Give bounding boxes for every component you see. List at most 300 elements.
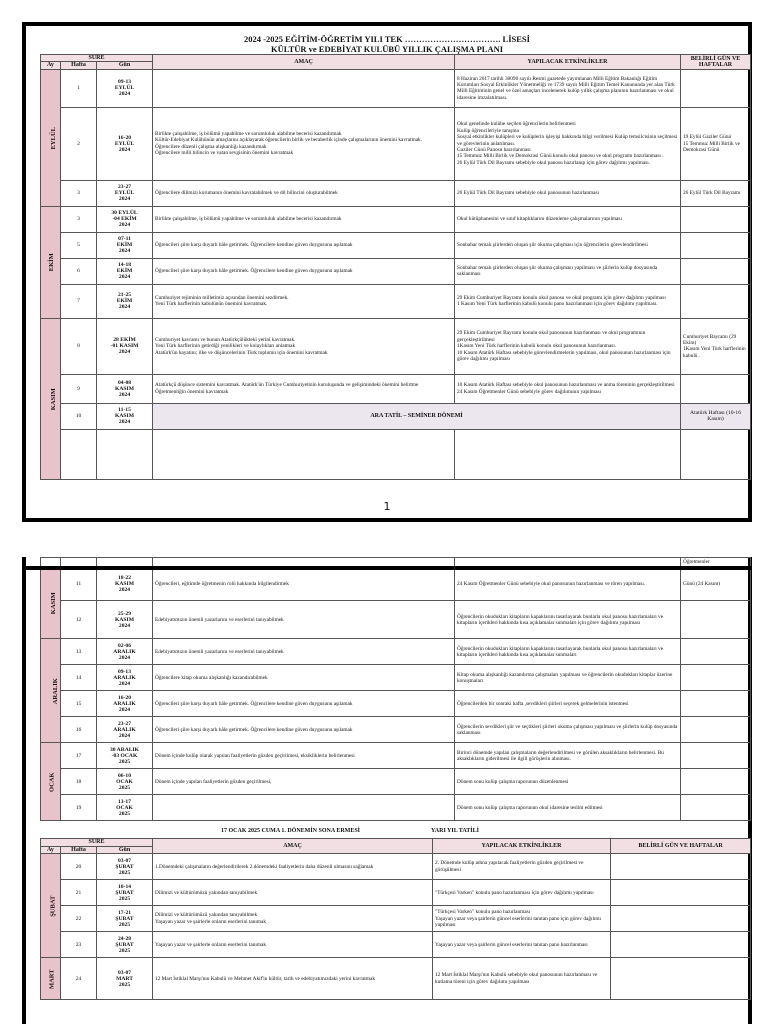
- text-line: EYLÜL: [114, 140, 135, 147]
- activity-cell: [455, 717, 681, 743]
- text-line: Okul kütüphanesini ve sınıf kitaplıklarını düzenleme çalışmalarının yapılması: [457, 216, 622, 223]
- text-line: "Türkçesi Varken" konulu pano hazırlanması için görev dağılımı yapılması: [435, 889, 594, 896]
- text-line: Gaziler Günü Panosu hazırlanması: [457, 147, 531, 154]
- text-line: 04-08: [117, 379, 132, 386]
- date-cell: [97, 567, 153, 601]
- text-line: Öğrencileri şiire karşı duyarlı hâle getirmek. Öğrencilere kendine güven duygusunu aşılamak: [155, 268, 353, 275]
- text-line: Öğrencilerin okudukları kitapların kapaklarını tasarlayarak bunlarla okul panosu hazırlamaları ve kitapların içerikleri hakkında kısa açıklamalar sunmaları: [457, 645, 664, 658]
- table-row: [41, 743, 751, 769]
- special-day-cell: [611, 854, 751, 880]
- date-cell: [97, 232, 153, 258]
- text-line: 19 Eylül Gaziler Günü: [683, 134, 732, 141]
- text-line: 1Kasım Yeni Türk harflerinin kabulü konulu okul panosunun hazırlanması.: [457, 343, 617, 350]
- text-line: Dönem içinde yapılan faaliyetlerin gözden geçirilmesi,: [155, 778, 272, 785]
- hafta-header: Hafta: [61, 62, 97, 69]
- text-line: 10-14: [117, 883, 132, 890]
- week-cell: 12: [61, 601, 97, 639]
- date-cell: [97, 795, 153, 821]
- date-cell: [97, 107, 153, 180]
- text-line: 28 EKİM: [113, 337, 136, 344]
- text-line: 09-13: [117, 668, 132, 675]
- text-line: Sosyal etkinlikler kulüpleri ve kulüplerin işleyişi hakkında bilgi verilmesi Kulüp temsilcisinin seçilmesi ve görevlerinin anlatılması.: [457, 134, 678, 147]
- activity-cell: [455, 318, 681, 374]
- date-cell: [97, 932, 153, 958]
- activity-cell: [455, 107, 681, 180]
- text-line: Birinci dönemde yapılan çalışmaların değerlendirilmesi ve görülen aksaklıkların belirlenmesi. Bu aksaklıkların giderilmesi ile ilgili görüşlerin alınması.: [457, 749, 664, 762]
- text-line: KASIM: [115, 616, 134, 623]
- text-line: 03-07: [117, 969, 132, 976]
- aim-cell: [153, 958, 433, 1000]
- text-line: 12 Mart İstiklal Marşı'nın Kabulü sebebiyle okul panosunun hazırlanması ve kutlama töreni için görev dağılımı yapılması: [435, 972, 598, 985]
- text-line: Dönem sonu kulüp çalışma raporunun düzenlenmesi: [457, 778, 569, 785]
- text-line: 29 Ekim Cumhuriyet Bayramı konulu okul panosunun hazırlanması ve okul programının gerçekleştirilmesi: [457, 330, 646, 343]
- page-number: 1: [383, 500, 391, 513]
- text-line: EYLÜL: [114, 85, 135, 92]
- text-line: Kitap okuma alışkanlığı kazandırma çalışmaları yapılması ve öğrencilerin okudukları kitaplar üzerine konuşmaları: [457, 671, 673, 684]
- week-cell: 10: [61, 403, 97, 429]
- special-day-cell: [681, 665, 751, 691]
- empty-cell: [681, 429, 751, 479]
- special-day-cell: [611, 958, 751, 1000]
- aim-cell: [153, 880, 433, 906]
- text-line: 2024: [118, 304, 131, 311]
- text-line: 07-11: [118, 236, 131, 243]
- gun-header-2: Gün: [97, 846, 153, 853]
- table-row: [41, 880, 751, 906]
- activity-cell: [433, 854, 611, 880]
- week-cell: 5: [61, 232, 97, 258]
- month-label: MART: [48, 968, 56, 989]
- gun-header: Gün: [97, 62, 153, 69]
- text-line: Öğrencileri şiire karşı duyarlı hâle getirmek. Öğrencilere kendine güven duygusunu aşılamak: [155, 726, 353, 733]
- text-line: Cumhuriyet kavramı ve bunun Atatürkçülükteki yerini kavratmak.: [155, 336, 296, 343]
- text-line: Atatürkçü düşünce sistemini kavratmak. Atatürk'ün Türkiye Cumhuriyetinin kuruluşunda ve gelişimindeki önemini belirtme: [155, 382, 419, 389]
- text-line: 2024: [118, 196, 131, 203]
- month-cell: [41, 958, 61, 1000]
- activity-cell: [455, 769, 681, 795]
- text-line: Yaşayan yazar veya şairlerin güncel eserlerini tanıtan pano hazırlanması: [435, 941, 588, 948]
- date-cell: [97, 691, 153, 717]
- text-line: 30 ARALIK: [109, 746, 140, 753]
- date-cell: [97, 639, 153, 665]
- special-day-cell: [681, 318, 751, 374]
- text-line: ARALIK: [113, 648, 136, 655]
- sure-header-2: SÜRE: [41, 839, 153, 846]
- activity-cell: [455, 795, 681, 821]
- text-line: 2025: [118, 784, 131, 791]
- text-line: 2025: [118, 810, 131, 817]
- date-cell: [97, 180, 153, 206]
- text-line: 2025: [118, 869, 131, 876]
- week-cell: 7: [61, 284, 97, 318]
- week-cell: 22: [61, 906, 97, 932]
- text-line: 23-27: [117, 720, 132, 727]
- text-line: 24-28: [117, 935, 132, 942]
- text-line: EKİM: [116, 298, 133, 305]
- aim-cell: [153, 232, 455, 258]
- activity-cell: [455, 284, 681, 318]
- text-line: Öğrencilere kitap okuma alışkanlığı kazandırabilmek: [155, 674, 268, 681]
- text-line: 2024: [118, 706, 131, 713]
- ay-header-2: Ay: [41, 846, 61, 853]
- text-line: EKİM: [116, 242, 133, 249]
- text-line: Kulüp öğrencileriyle tanışma: [457, 127, 519, 134]
- text-line: 8 Haziran 2017 tarihli 30090 sayılı Resmi gazetede yayımlanan Milli Eğitim Bakanlığı Eğitim Kurumları Sosyal Etkinlikler Yönetmeliği ve 1739 sayılı Milli Eğitim Temel Kanununda yer alan Türk Milli Eğitiminin genel ve özel amaçları incelenerek kulüp yıllık çalışma planının hazırlanması ve okul idaresine imzalatılması.: [457, 75, 675, 101]
- text-line: 2025: [118, 758, 131, 765]
- text-line: 2025: [118, 981, 131, 988]
- date-cell: [97, 743, 153, 769]
- text-line: -04 EKİM: [112, 216, 137, 223]
- text-line: ŞUBAT: [115, 863, 134, 870]
- table-row: [41, 232, 751, 258]
- text-line: Öğrencilere dilimizi korumanın önemini kavratabilmek ve dil bilincini oluşturabilmek: [155, 190, 338, 197]
- text-line: 10 Kasım Atatürk Haftası sebebiyle okul panosunun hazırlanması ve anma töreninin gerçekleştirilmesi: [457, 382, 675, 389]
- month-label: EYLÜL: [50, 126, 57, 150]
- week-cell: 6: [61, 258, 97, 284]
- activity-cell: [455, 374, 681, 403]
- date-cell: [97, 69, 153, 107]
- title-line-2: KÜLTÜR ve EDEBİYAT KULÜBÜ YILLIK ÇALIŞMA PLANI: [270, 44, 504, 54]
- special-day-cell: Atatürk Haftası (10-16 Kasım): [681, 403, 751, 429]
- special-day-cell: [611, 906, 751, 932]
- month-cell: [41, 854, 61, 958]
- table-row: [41, 284, 751, 318]
- week-cell: 9: [61, 374, 97, 403]
- text-line: 2024: [118, 419, 131, 426]
- text-line: Edebiyatımızın önemli yazarlarını ve eserlerini tanıyabilmek: [155, 648, 284, 655]
- text-line: Öğrencileri şiire karşı duyarlı hâle getirmek. Öğrencilere kendine güven duygusunu aşılamak: [155, 700, 353, 707]
- text-line: Dönem içinde kulüp olarak yapılan faaliyetlerin gözden geçirilmesi, eksikliklerin belirlenmesi: [155, 752, 355, 759]
- text-line: Sonbahar temalı şiirlerden oluşan şiir okuma çalışması için öğrencilerin görevlendirilmesi: [457, 242, 648, 249]
- semester-break: YARI YIL TATİLİ: [431, 828, 479, 835]
- text-line: 18-22: [117, 574, 132, 581]
- aim-cell: [153, 906, 433, 932]
- text-line: 2025: [118, 947, 131, 954]
- text-line: Yaşayan yazar ve şairlerle onların eserlerini tanımak: [155, 918, 266, 925]
- text-line: 26 Eylül Türk Dil Bayramı sebebiyle okul panosu hazırlanıp için görev dağılımı yapılması.: [457, 159, 651, 166]
- text-line: 2025: [118, 921, 131, 928]
- table-row: [41, 717, 751, 743]
- aim-cell: [153, 743, 455, 769]
- empty-row: [41, 429, 751, 479]
- text-line: Dilimizi ve kültürümüzü yakından tanıyabilmek: [155, 912, 258, 919]
- belirli-header-2: BELİRLİ GÜN VE HAFTALAR: [611, 839, 751, 854]
- text-line: 23-27: [117, 184, 132, 191]
- activity-cell: [455, 691, 681, 717]
- text-line: Öğrencileri, eğitimde öğretmenin rolü hakkında bilgilendirmek: [155, 580, 289, 587]
- text-line: -01 KASIM: [110, 343, 139, 350]
- aim-cell: [153, 854, 433, 880]
- activity-cell: [455, 639, 681, 665]
- sure-header: SÜRE: [41, 55, 153, 62]
- text-line: Sonbahar temalı şiirlerden oluşan şiir okuma çalışması yapılması ve şiirlerin kulüp dosyasında saklanması: [457, 264, 658, 278]
- date-cell: [97, 958, 153, 1000]
- text-line: Atatürk'ün hayatını; ilke ve düşüncelerinin Türk toplumu için önemini kavratmak: [155, 349, 328, 356]
- text-line: MART: [116, 975, 133, 982]
- month-cell: [41, 318, 61, 479]
- activity-cell: [455, 69, 681, 107]
- text-line: 13-17: [117, 798, 132, 805]
- text-line: Okul genelinde kulübe seçilen öğrencilerin belirlenmesi: [457, 121, 576, 128]
- text-line: 10 Kasım Atatürk Haftası sebebiyle görevlendirmelerin yapılması, okul panosunun hazırlanması için görev dağılımı yapılması: [457, 349, 671, 362]
- aim-cell: [153, 932, 433, 958]
- activity-cell: [433, 880, 611, 906]
- special-day-cell: [681, 206, 751, 232]
- special-day-cell: [681, 769, 751, 795]
- text-line: 17-21: [117, 909, 132, 916]
- empty-cell: [455, 429, 681, 479]
- aim-cell: [153, 665, 455, 691]
- aim-cell: [153, 107, 455, 180]
- text-line: 21-25: [117, 292, 132, 299]
- text-line: KASIM: [115, 413, 134, 420]
- month-cell: [41, 639, 61, 743]
- text-line: 24 Kasım Öğretmenler Günü sebebiyle okul panosunun hazırlanması ve tören yapılması.: [457, 580, 646, 587]
- text-line: 2024: [118, 91, 131, 98]
- text-line: ARALIK: [113, 674, 136, 681]
- month-cell: [41, 69, 61, 206]
- text-line: Günü (24 Kasım): [683, 580, 721, 587]
- text-line: 29 Ekim Cumhuriyet Bayramı konulu okul panosu ve okul programı için görev dağılımı yapılması: [457, 294, 666, 301]
- text-line: ARALIK: [113, 726, 136, 733]
- table-row: [41, 318, 751, 374]
- table-row: [41, 69, 751, 107]
- text-line: Yeni Türk harflerinin kabulünün önemini kavratmak.: [155, 301, 268, 308]
- month-label: KASIM: [49, 591, 57, 614]
- etkinlik-header-2: YAPILACAK ETKİNLİKLER: [433, 839, 611, 854]
- text-line: Yaşayan yazar veya şairlerin güncel eserlerini tanıtan pano için görev dağılımı yapılması: [435, 915, 601, 928]
- empty-cell: [153, 429, 455, 479]
- table-row: [41, 107, 751, 180]
- week-cell: 24: [61, 958, 97, 1000]
- plan-table-page-2: [40, 557, 751, 821]
- special-day-cell: [681, 601, 751, 639]
- week-cell: 3: [61, 206, 97, 232]
- table-row: [41, 665, 751, 691]
- text-line: EYLÜL: [114, 190, 135, 197]
- table-row: [41, 206, 751, 232]
- text-line: ŞUBAT: [115, 941, 134, 948]
- special-day-cell: [681, 69, 751, 107]
- table-row: [41, 932, 751, 958]
- date-cell: [97, 717, 153, 743]
- date-cell: [97, 258, 153, 284]
- text-line: 12 Mart İstiklal Marşı'nın Kabulü ve Mehmet Akif'in kültür, tarih ve edebiyatımızdaki yerini kavratmak: [155, 975, 376, 982]
- text-line: Öğrencilerin okudukları kitapların kapaklarını tasarlayarak bunlarla okul panosu hazırlamaları ve kitapların içerikleri hakkında kısa açıklamalar sunmaları için görev dağılımı yapılması: [457, 613, 664, 626]
- text-line: 06-10: [117, 772, 132, 779]
- text-line: 2024: [118, 391, 131, 398]
- week-cell: 23: [61, 932, 97, 958]
- text-line: 2024: [118, 586, 131, 593]
- text-line: Birlikte çalışabilme, iş bölümü yapabilme ve sorumluluk alabilme becerisi kazandırmak: [155, 131, 342, 137]
- text-line: 15 Temmuz Milli Birlik ve Demokrasi Günü konulu okul panosu ve okul programı hazırlanması .: [457, 153, 664, 160]
- text-line: 2. Dönemde kulüp adına yapılacak faaliyetlerin gözden geçirilmesi ve görüşülmesi: [435, 860, 584, 873]
- aim-cell: [153, 258, 455, 284]
- month-label: ŞUBAT: [49, 895, 57, 917]
- title-line-1: 2024 -2025 EĞİTİM-ÖĞRETİM YILI TEK ……………………………. LİSESİ: [244, 34, 530, 44]
- text-line: Öğretmenliğin önemini kavratmak: [155, 388, 229, 395]
- text-line: 2024: [118, 222, 131, 229]
- text-line: 09-13: [117, 79, 132, 86]
- week-cell: 2: [61, 107, 97, 180]
- text-line: Öğrencilerin sevdikleri şiir ve seçtikleri şiirleri okuma çalışması yapılması ve şiirlerin kulüp dosyasında saklanması: [457, 723, 678, 736]
- activity-cell: [433, 932, 611, 958]
- week-cell: 17: [61, 743, 97, 769]
- text-line: 2025: [118, 895, 131, 902]
- activity-cell: [455, 743, 681, 769]
- aim-cell: [153, 795, 455, 821]
- page-1: [22, 22, 752, 522]
- activity-cell: [455, 206, 681, 232]
- table-row: [41, 258, 751, 284]
- table-row: [41, 795, 751, 821]
- month-cell: [41, 567, 61, 639]
- text-line: Cumhuriyet Bayramı (29 Ekim): [683, 333, 737, 346]
- week-cell: 13: [61, 639, 97, 665]
- special-day-cell: [681, 180, 751, 206]
- plan-table-page-2b: [40, 838, 751, 1000]
- text-line: 2024: [118, 654, 131, 661]
- activity-cell: [455, 232, 681, 258]
- week-cell: 1: [61, 69, 97, 107]
- activity-cell: [455, 665, 681, 691]
- week-cell: 21: [61, 880, 97, 906]
- aim-cell: [153, 206, 455, 232]
- week-cell: 11: [61, 567, 97, 601]
- text-line: EKİM: [116, 268, 133, 275]
- text-line: 03-07: [117, 857, 132, 864]
- plan-table-page-1: [40, 54, 751, 480]
- text-line: 2024: [118, 146, 131, 153]
- activity-cell: [455, 567, 681, 601]
- text-line: 14-18: [117, 262, 132, 269]
- amac-header: AMAÇ: [153, 55, 455, 70]
- holiday-row: [41, 403, 751, 429]
- hafta-header-2: Hafta: [61, 846, 97, 853]
- table-row: [41, 180, 751, 206]
- text-line: -03 OCAK: [111, 752, 138, 759]
- aim-cell: [153, 567, 455, 601]
- text-line: 2024: [118, 248, 131, 255]
- text-line: 11-15: [118, 407, 131, 414]
- activity-cell: [433, 958, 611, 1000]
- aim-cell: [153, 691, 455, 717]
- special-day-cell: [681, 717, 751, 743]
- activity-cell: [455, 180, 681, 206]
- text-line: Edebiyatımızın önemli yazarlarını ve eserlerini tanıyabilmek: [155, 616, 284, 623]
- special-day-cell: [681, 795, 751, 821]
- document-title: [26, 26, 748, 54]
- text-line: Kültür-Edebiyat Kulübünün amaçlarını açıklayarak öğrencilerin birlik ve beraberlik içinde çalışmalarının önemini kavratmak.: [155, 137, 423, 144]
- text-line: 1Kasım Yeni Türk harflerinin kabulü .: [683, 346, 746, 359]
- week-cell: 8: [61, 318, 97, 374]
- week-cell: 18: [61, 769, 97, 795]
- text-line: 24 Kasım Öğretmenler Günü sebebiyle görev dağılımının yapılması: [457, 388, 602, 395]
- text-line: Dilimizi ve kültürümüzü yakından tanıyabilmek: [155, 889, 258, 896]
- text-line: 25-29: [117, 610, 132, 617]
- text-line: Öğrencileri şiire karşı duyarlı hâle getirmek. Öğrencilere kendine güven duygusunu aşılamak: [155, 242, 353, 249]
- text-line: ARALIK: [113, 700, 136, 707]
- special-day-cell: [681, 567, 751, 601]
- text-line: 1 Kasım Yeni Türk harflerinin kabulü konulu pano hazırlanması için görev dağılımı yapılması.: [457, 301, 658, 308]
- empty-cell: [97, 429, 153, 479]
- text-line: 2024: [118, 680, 131, 687]
- table-row: [41, 691, 751, 717]
- text-line: Öğrencilerden bir sonraki hafta ,sevdikleri şiirleri seçerek gelmelerinin istenmesi: [457, 700, 629, 707]
- text-line: 2024: [118, 274, 131, 281]
- empty-cell: [61, 429, 97, 479]
- aim-cell: [153, 601, 455, 639]
- text-line: Yeni Türk harflerinin getirdiği yenilikleri ve kolaylıkları anlatmak: [155, 343, 296, 350]
- special-day-cell: [681, 691, 751, 717]
- month-label: OCAK: [48, 772, 56, 792]
- week-cell: 14: [61, 665, 97, 691]
- date-cell: [97, 403, 153, 429]
- special-day-cell: [681, 743, 751, 769]
- aim-cell: [153, 374, 455, 403]
- special-day-cell: [611, 932, 751, 958]
- semester-end: 17 OCAK 2025 CUMA 1. DÖNEMİN SONA ERMESİ: [221, 828, 361, 835]
- special-day-cell: [681, 232, 751, 258]
- special-day-cell: [681, 639, 751, 665]
- text-line: ŞUBAT: [115, 889, 134, 896]
- text-line: 2024: [118, 622, 131, 629]
- special-day-cell: [681, 107, 751, 180]
- table-row: [41, 906, 751, 932]
- date-cell: [97, 906, 153, 932]
- text-line: "Türkçesi Varken" konulu pano hazırlanması: [435, 909, 531, 916]
- date-cell: [97, 854, 153, 880]
- table-row: [41, 769, 751, 795]
- text-line: 30 EYLÜL: [111, 210, 138, 217]
- aim-cell: [153, 318, 455, 374]
- aim-cell: [153, 284, 455, 318]
- page-border-top: [22, 566, 752, 570]
- text-line: Öğrencilere düzenli çalışma alışkanlığı kazandırmak: [155, 143, 267, 150]
- month-cell: [41, 743, 61, 821]
- text-line: 1.Dönemdeki çalışmaların değerlendirilerek 2.dönemdeki faaliyetlerin daha düzenli olmasını sağlamak: [155, 863, 374, 870]
- text-line: 02-06: [117, 642, 132, 649]
- holiday-label: ARA TATİL – SEMİNER DÖNEMİ: [153, 403, 681, 429]
- date-cell: [97, 206, 153, 232]
- date-cell: [97, 769, 153, 795]
- semester-end-line: [26, 828, 748, 836]
- text-line: 26 Eylül Türk Dil Bayramı sebebiyle okul panosunun hazırlanması: [457, 190, 600, 197]
- text-line: 26 Eylül Türk Dil Bayramı: [683, 190, 741, 197]
- text-line: 16-20: [117, 694, 132, 701]
- special-day-cell: [611, 880, 751, 906]
- ay-header: Ay: [41, 62, 61, 69]
- belirli-header: BELİRLİ GÜN VE HAFTALAR: [681, 55, 751, 70]
- text-line: Birlikte çalışabilme, iş bölümü yapabilme ve sorumluluk alabilme becerisi kazandırmak: [155, 216, 342, 223]
- activity-cell: [455, 601, 681, 639]
- table-row: [41, 639, 751, 665]
- month-label: ARALIK: [51, 677, 59, 704]
- table-row: [41, 958, 751, 1000]
- month-label: KASIM: [49, 387, 57, 410]
- week-cell: 16: [61, 717, 97, 743]
- week-cell: 20: [61, 854, 97, 880]
- date-cell: [97, 374, 153, 403]
- special-day-cell: [681, 374, 751, 403]
- page-2: [22, 557, 752, 1024]
- date-cell: [97, 665, 153, 691]
- special-day-cell: [681, 258, 751, 284]
- date-cell: [97, 284, 153, 318]
- text-line: 16-20: [117, 134, 132, 141]
- aim-cell: [153, 69, 455, 107]
- aim-cell: [153, 639, 455, 665]
